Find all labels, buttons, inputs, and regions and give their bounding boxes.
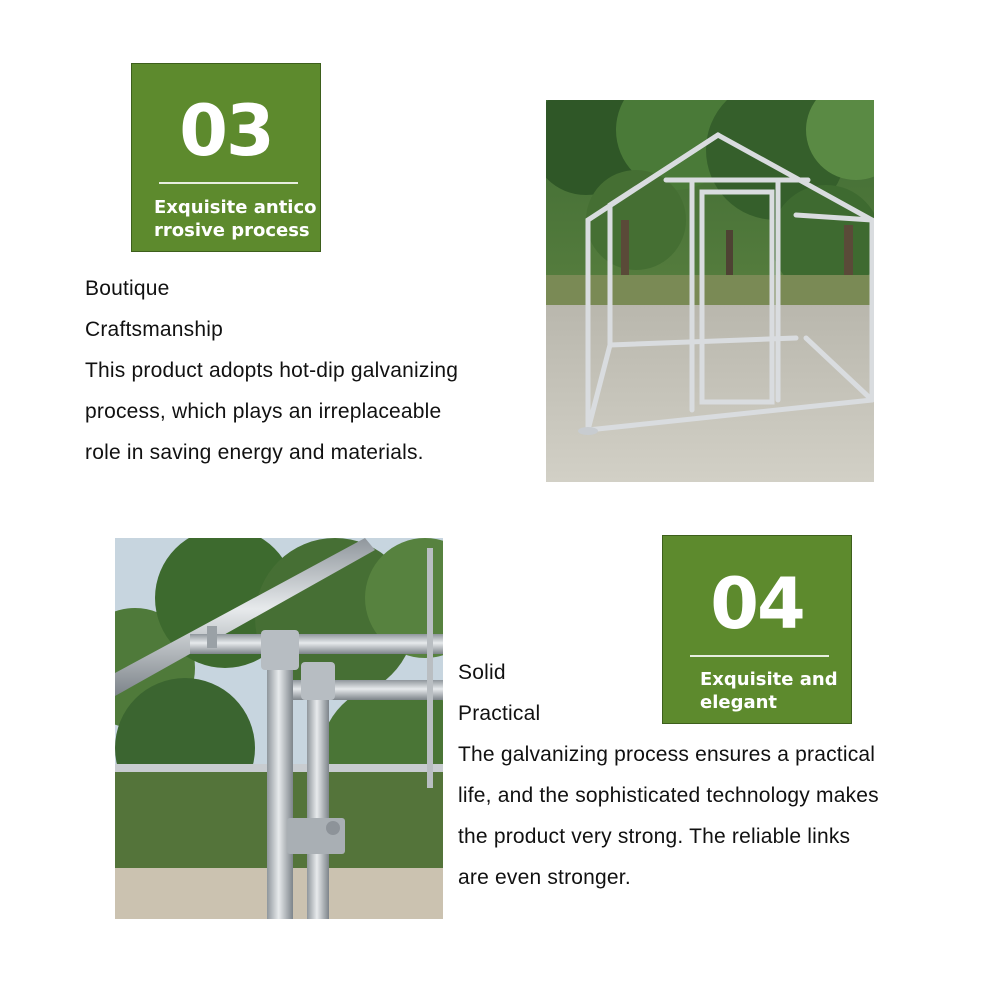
tent-frame-photo [546, 100, 874, 482]
badge-caption [154, 196, 317, 242]
section-subheading: Craftsmanship [85, 318, 223, 341]
body-line: life, and the sophisticated technology makes [458, 784, 879, 807]
badge-caption-line: rrosive process [154, 220, 310, 241]
badge-caption-line: Exquisite and [700, 669, 838, 690]
badge-caption-line: elegant [700, 692, 778, 713]
section-heading: Boutique [85, 277, 170, 300]
badge-03 [131, 63, 321, 252]
body-line: role in saving energy and materials. [85, 441, 424, 464]
badge-number: 03 [179, 90, 273, 172]
section-04-text [458, 652, 879, 898]
body-line: This product adopts hot-dip galvanizing [85, 359, 459, 382]
body-line: process, which plays an irreplaceable [85, 400, 442, 423]
section-heading: Solid [458, 661, 506, 684]
section-03-text [85, 268, 458, 473]
badge-divider [159, 182, 298, 184]
badge-number: 04 [710, 563, 804, 645]
body-line: the product very strong. The reliable links [458, 825, 851, 848]
pipe-joint-photo [115, 538, 443, 919]
body-line: The galvanizing process ensures a practical [458, 743, 876, 766]
body-line: are even stronger. [458, 866, 631, 889]
badge-caption-line: Exquisite antico [154, 197, 317, 218]
section-subheading: Practical [458, 702, 541, 725]
